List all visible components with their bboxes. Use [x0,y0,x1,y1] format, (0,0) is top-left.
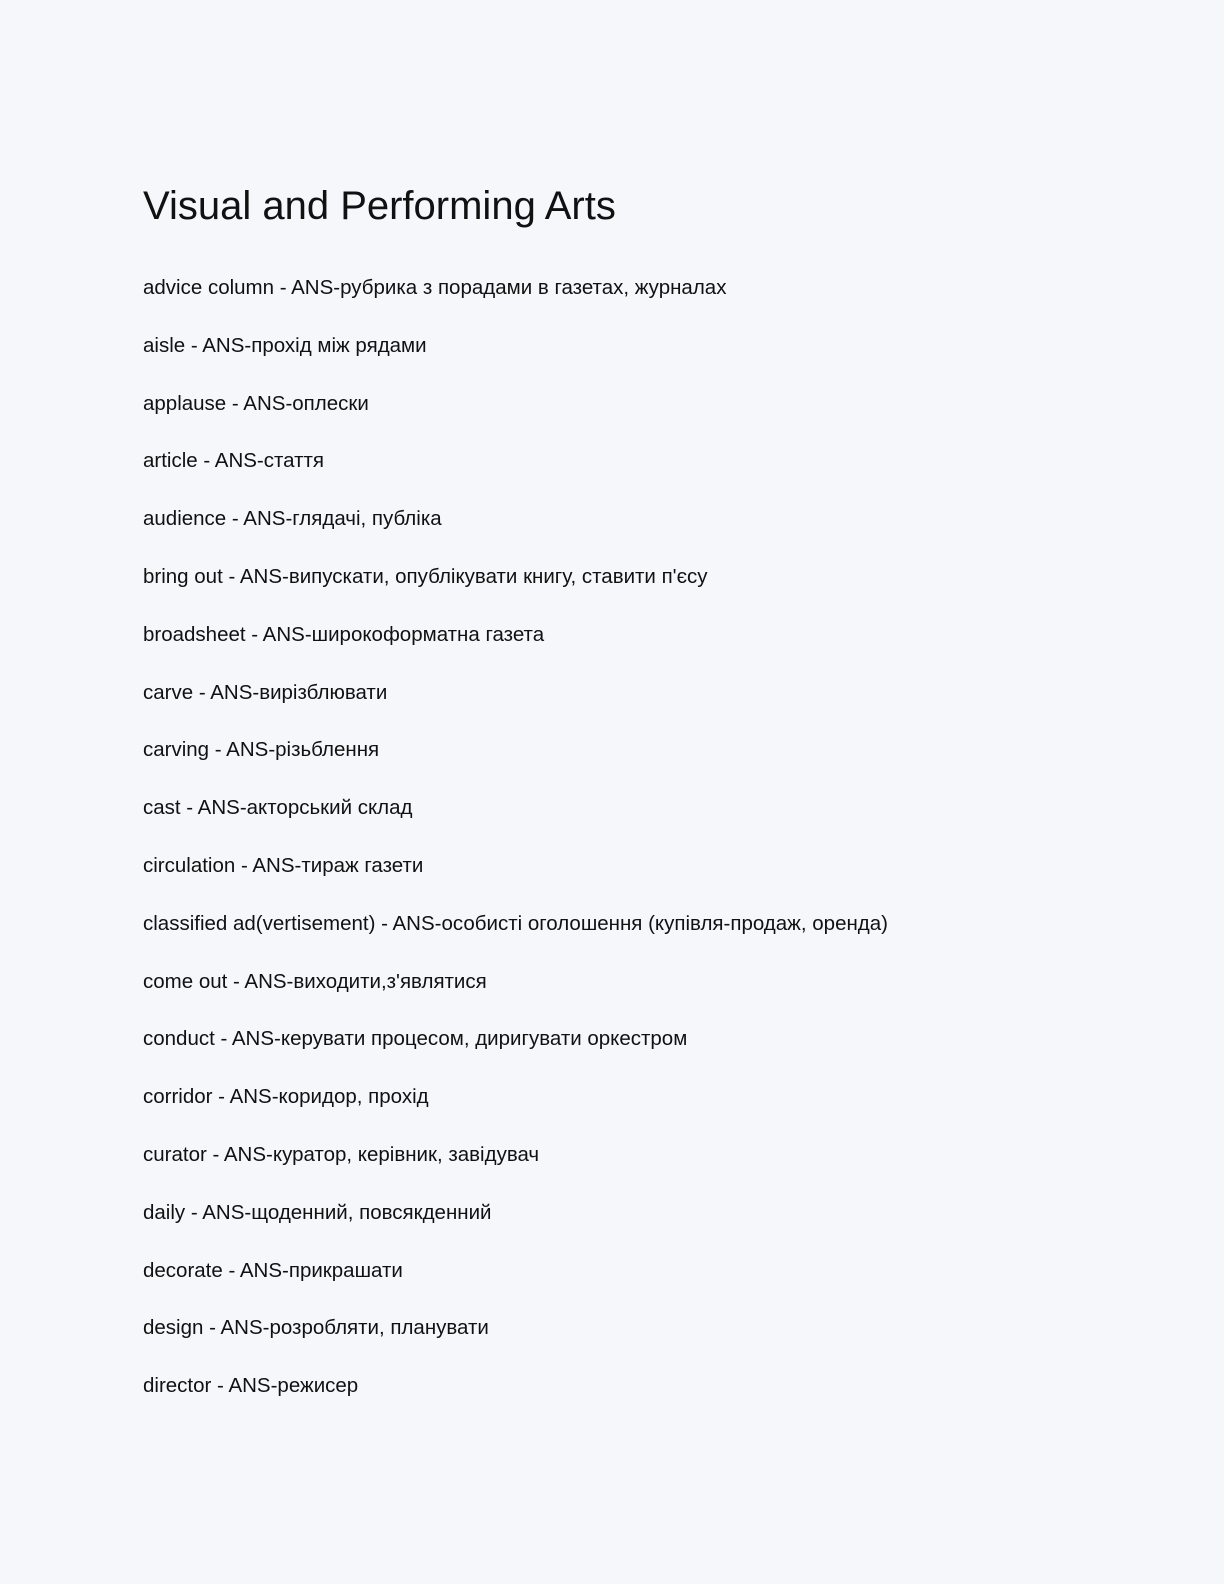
vocabulary-entry: advice column - ANS-рубрика з порадами в газетах, журналах [143,276,727,299]
vocabulary-entry: applause - ANS-оплески [143,391,369,415]
vocabulary-entry: carving - ANS-різьблення [143,738,380,762]
vocabulary-entry: come out - ANS-виходити,з'являтися [143,969,487,993]
vocabulary-entry: aisle - ANS-прохід між рядами [143,333,427,357]
vocabulary-entry: article - ANS-стаття [143,449,324,473]
vocabulary-entry: circulation - ANS-тираж газети [143,853,424,877]
vocabulary-entry: cast - ANS-акторський склад [143,796,413,820]
vocabulary-entry: broadsheet - ANS-широкоформатна газета [143,622,545,646]
vocabulary-entry: decorate - ANS-прикрашати [143,1258,403,1282]
vocabulary-entry: carve - ANS-вирізблювати [143,680,388,704]
vocabulary-entry: audience - ANS-глядачі, публіка [143,507,442,531]
vocabulary-entry: daily - ANS-щоденний, повсякденний [143,1200,492,1224]
vocabulary-entry: director - ANS-режисер [143,1374,359,1398]
vocabulary-entry: classified ad(vertisement) - ANS-особисті оголошення (купівля-продаж, оренда) [143,911,888,935]
vocabulary-entry: design - ANS-розробляти, планувати [143,1316,489,1340]
vocabulary-list [143,276,888,1432]
vocabulary-entry: bring out - ANS-випускати, опублікувати книгу, ставити п'єсу [143,564,708,588]
vocabulary-entry: conduct - ANS-керувати процесом, диригувати оркестром [143,1027,688,1051]
vocabulary-entry: curator - ANS-куратор, керівник, завідувач [143,1142,540,1166]
page-title: Visual and Performing Arts [143,184,616,228]
vocabulary-entry: corridor - ANS-коридор, прохід [143,1085,429,1109]
